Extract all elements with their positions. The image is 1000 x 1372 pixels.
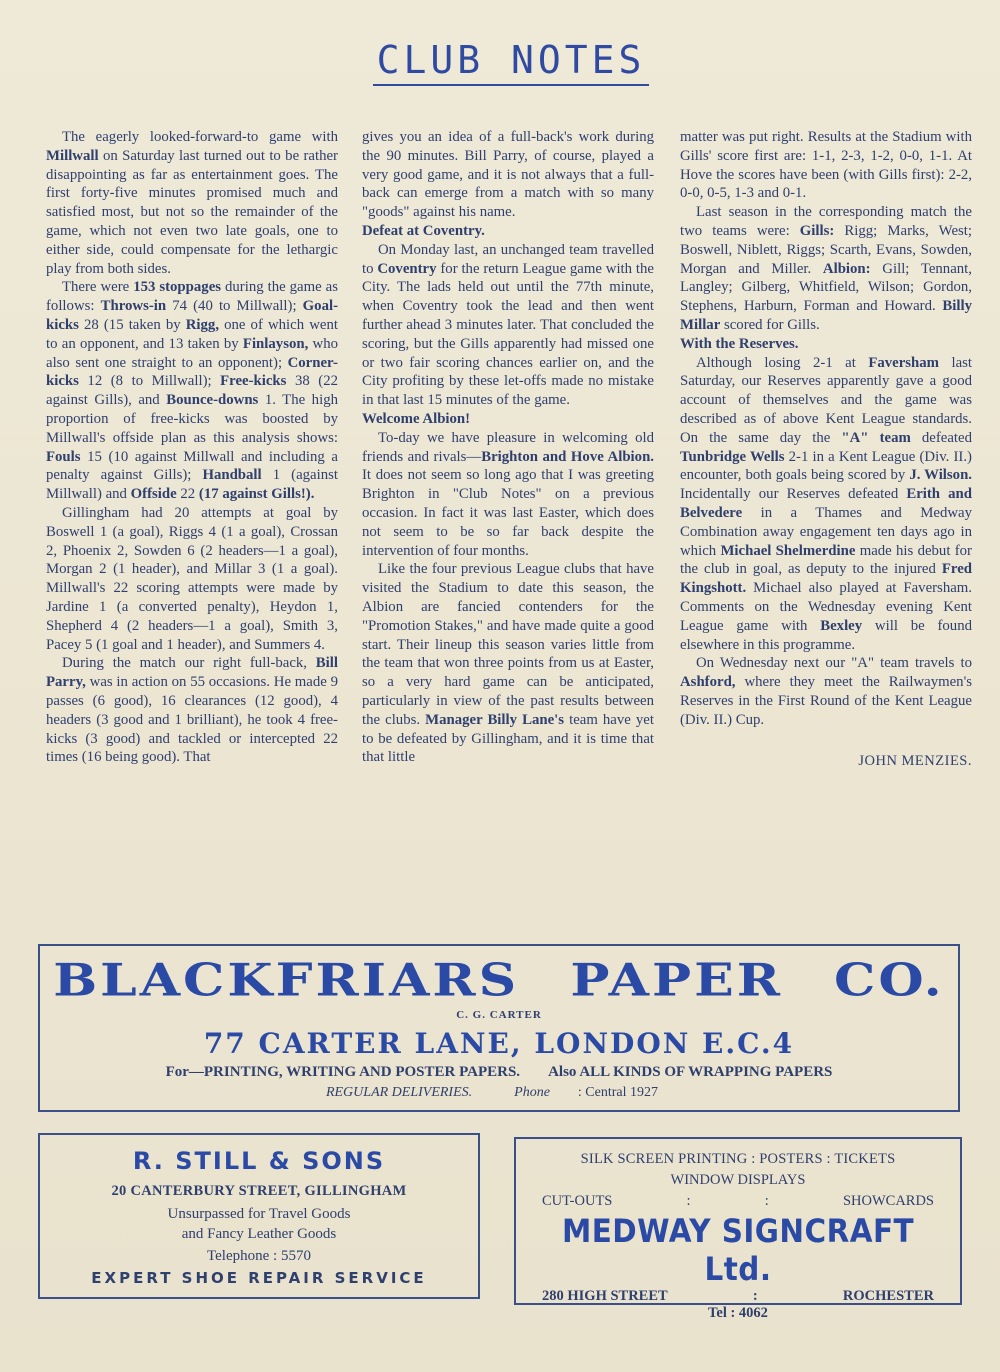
advert-contact: REGULAR DELIVERIES. Phone : Central 1927 [325, 1085, 659, 1100]
advert-blackfriars-paper [38, 944, 960, 1112]
paragraph: gives you an idea of a full-back's work during the 90 minutes. Bill Parry, of course, played a very good game, and it is not always that a full-back can emerge from a match with so many "goods" against his name. [362, 129, 654, 221]
paragraph: Last season in the corresponding match the two teams were: Gills: Rigg; Marks, West; Boswell, Niblett, Riggs; Scarth, Evans, Sowden, Morgan and Miller. Albion: Gill; Tennant, Langley; Gilberg, Whitfield, Wilson; Gordon, Stephens, Harburn, Forman and Howard. Billy Millar scored for Gills. [680, 204, 973, 333]
article-column-3 [680, 128, 972, 770]
advert-address: 77 CARTER LANE, LONDON E.C.4 [203, 1027, 795, 1060]
advert-address: 280 HIGH STREET : ROCHESTER [542, 1288, 934, 1304]
advert-services-2: WINDOW DISPLAYS [670, 1172, 806, 1188]
advert-company-name: BLACKFRIARS PAPER CO. [53, 954, 945, 1007]
section-heading: Welcome Albion! [362, 410, 471, 427]
advert-address: 20 CANTERBURY STREET, GILLINGHAM [111, 1183, 407, 1199]
paragraph: Like the four previous League clubs that have visited the Stadium to date this season, the Albion are fancied contenders for the "Promotion Stakes," and have made quite a good start. Their lineup this season varies little from the team that won three points from us at Easter, so a very hard game can be anticipated, particularly in view of the past results between the clubs. Manager Billy Lane's team have yet to be defeated by Gillingham, and it is time that that little [362, 561, 654, 766]
advert-services: SILK SCREEN PRINTING : POSTERS : TICKETS [580, 1151, 896, 1167]
section-heading: With the Reserves. [680, 335, 799, 352]
paragraph: The eagerly looked-forward-to game with Millwall on Saturday last turned out to be rather disappointing as far as entertainment goes. The first forty-five minutes promised much and satisfied most, but not so the remainder of the game, which not even two late goals, one to either side, could compensate for the lethargic play from both sides. [46, 129, 338, 277]
article-column-2 [362, 128, 654, 767]
advert-medway-signcraft [514, 1137, 962, 1321]
page-title: CLUB NOTES [0, 38, 1000, 82]
advert-owner: C. G. CARTER [456, 1009, 542, 1021]
paragraph: matter was put right. Results at the Stadium with Gills' score first are: 1-1, 2-3, 1-2, 0-0, 1-1. At Hove the scores have been (with Gills first): 2-2, 0-0, 0-5, 1-3 and 0-1. [680, 129, 972, 202]
advert-company-name: R. STILL & SONS [132, 1147, 386, 1175]
paragraph: On Wednesday next our "A" team travels to Ashford, where they meet the Railwaymen's Reserves in the First Round of the Kent League (Div. II.) Cup. [680, 655, 972, 728]
advert-description: Unsurpassed for Travel Goods and Fancy Leather Goods [167, 1206, 351, 1242]
advert-tagline: EXPERT SHOE REPAIR SERVICE [91, 1269, 427, 1287]
advert-r-still-sons [38, 1133, 480, 1299]
paragraph: During the match our right full-back, Bill Parry, was in action on 55 occasions. He made 9 passes (6 good), 16 clearances (12 good), 4 headers (3 good and 1 brilliant), he took 4 free-kicks (3 good) and tackled or intercepted 22 times (16 being good). That [46, 655, 338, 766]
paragraph: To-day we have pleasure in welcoming old friends and rivals—Brighton and Hove Albion. It does not seem so long ago that I was greeting Brighton in "Club Notes" on a previous occasion. In fact it was last Easter, which does not seem to be so far back despite the intervention of four months. [362, 429, 654, 559]
advert-services-3: CUT-OUTS : : SHOWCARDS [542, 1193, 934, 1209]
advert-telephone: Tel : 4062 [708, 1305, 768, 1321]
article [46, 128, 974, 928]
advert-company-name: MEDWAY SIGNCRAFT Ltd. [561, 1212, 915, 1288]
section-heading: Defeat at Coventry. [362, 222, 485, 239]
paragraph: Gillingham had 20 attempts at goal by Boswell 1 (a goal), Riggs 4 (1 a goal), Crossan 2, Phoenix 2, Sowden 6 (2 headers—1 a goal), Morgan 2 (1 header), and Millar 3 (1 a goal). Millwall's 22 scoring attempts were made by Jardine 1 (a converted penalty), Heydon 1, Shepherd 4 (2 headers—1 a goal), Smith 3, Pacey 5 (1 goal and 1 header), and Summers 4. [46, 504, 338, 653]
paragraph: On Monday last, an unchanged team travelled to Coventry for the return League game with the City. The lads held out until the 77th minute, when Coventry took the lead and then went further ahead 3 minutes later. That concluded the scoring, but the Gills apparently had missed one or two fair scoring chances earlier on, and the City profiting by these let-offs made no mistake in that last 15 minutes of the game. [362, 241, 654, 409]
paragraph: There were 153 stoppages during the game as follows: Throws-in 74 (40 to Millwall); Goal-kicks 28 (15 taken by Rigg, one of which went to an opponent, and 13 taken by Finlayson, who also sent one straight to an opponent); Corner-kicks 12 (8 to Millwall); Free-kicks 38 (22 against Gills), and Bounce-downs 1. The high proportion of free-kicks was boosted by Millwall's offside plan as this analysis shows: Fouls 15 (10 against Millwall and including a penalty against Gills); Handball 1 (against Millwall) and Offside 22 (17 against Gills!). [46, 279, 339, 503]
advert-products: For—PRINTING, WRITING AND POSTER PAPERS. Also ALL KINDS OF WRAPPING PAPERS [165, 1064, 833, 1080]
article-column-1 [46, 128, 338, 767]
paragraph: Although losing 2-1 at Faversham last Saturday, our Reserves apparently gave a good account of themselves and the game was described as of above Kent League standards. On the same day the "A" team defeated Tunbridge Wells 2-1 in a Kent League (Div. II.) encounter, both goals being scored by J. Wilson. Incidentally our Reserves defeated Erith and Belvedere in a Thames and Medway Combination away engagement ten days ago in which Michael Shelmerdine made his debut for the club in goal, as deputy to the injured Fred Kingshott. Michael also played at Faversham. Comments on the Wednesday evening Kent League game with Bexley will be found elsewhere in this programme. [680, 354, 973, 653]
advert-telephone: Telephone : 5570 [207, 1248, 311, 1264]
author-signature: JOHN MENZIES. [858, 752, 972, 769]
